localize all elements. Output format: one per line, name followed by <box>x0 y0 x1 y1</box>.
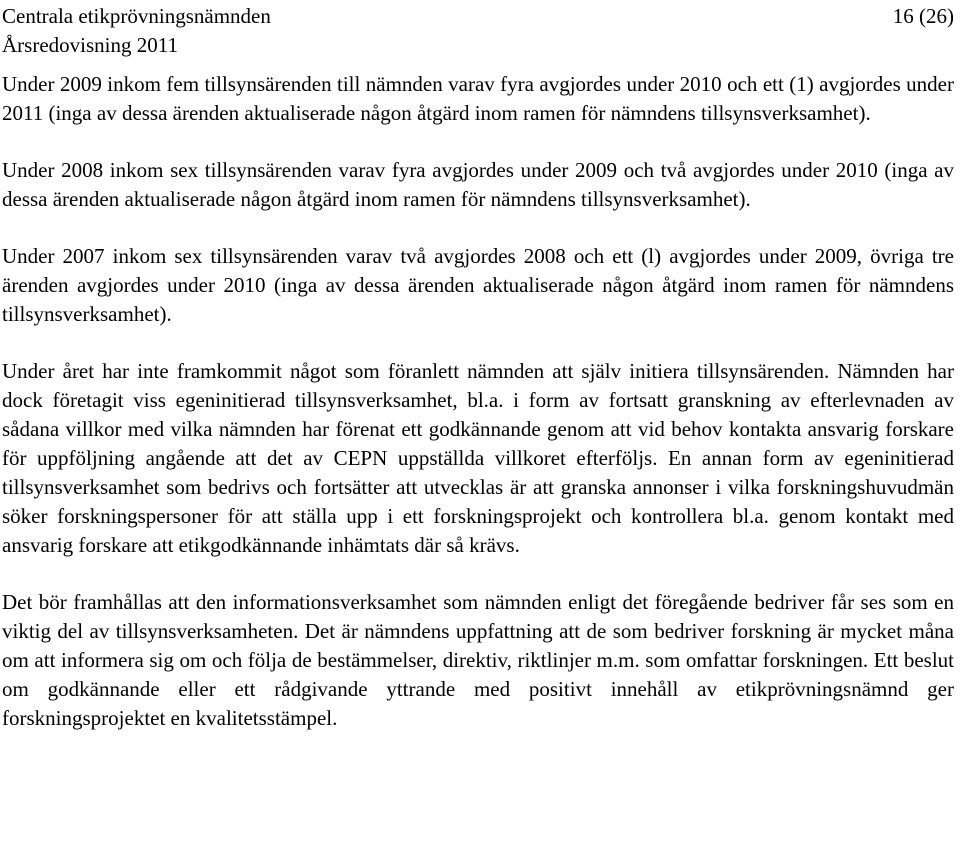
paragraph-2008-cases: Under 2008 inkom sex tillsynsärenden varav fyra avgjordes under 2009 och två avgjordes under 2010 (inga av dessa ärenden aktualiserade någon åtgärd inom ramen för nämndens tillsynsverksamhet). <box>2 158 954 211</box>
report-title: Årsredovisning 2011 <box>2 33 178 57</box>
organization-name: Centrala etikprövningsnämnden <box>2 4 271 28</box>
page-header <box>2 2 954 60</box>
header-top-row <box>2 2 954 31</box>
page-number: 16 (26) <box>892 4 954 28</box>
paragraph-2009-cases: Under 2009 inkom fem tillsynsärenden till nämnden varav fyra avgjordes under 2010 och ett (1) avgjordes under 2011 (inga av dessa ärenden aktualiserade någon åtgärd inom ramen för nämndens tillsynsverksamhet). <box>2 72 954 125</box>
paragraph-information-activity: Det bör framhållas att den informationsverksamhet som nämnden enligt det föregående bedriver får ses som en viktig del av tillsynsverksamheten. Det är nämndens uppfattning att de som bedriver forskning är mycket måna om att informera sig om och följa de bestämmelser, direktiv, riktlinjer m.m. som omfattar forskningen. Ett beslut om godkännande eller ett rådgivande yttrande med positivt innehåll av etikprövningsnämnd ger forskningsprojektet en kvalitetsstämpel. <box>2 590 954 730</box>
paragraph-2007-cases: Under 2007 inkom sex tillsynsärenden varav två avgjordes 2008 och ett (l) avgjordes under 2009, övriga tre ärenden avgjordes under 2010 (inga av dessa ärenden aktualiserade någon åtgärd inom ramen för nämndens tillsynsverksamhet). <box>2 244 954 326</box>
page-content <box>2 70 954 733</box>
paragraph-self-initiated-supervision: Under året har inte framkommit något som föranlett nämnden att själv initiera tillsynsärenden. Nämnden har dock företagit viss egeninitierad tillsynsverksamhet, bl.a. i form av fortsatt granskning av efterlevnaden av sådana villkor med vilka nämnden har förenat ett godkännande genom att vid behov kontakta ansvarig forskare för uppföljning angående att det av CEPN uppställda villkoret efterföljs. En annan form av egeninitierad tillsynsverksamhet som bedrivs och fortsätter att utvecklas är att granska annonser i vilka forskningshuvudmän söker forskningspersoner för att ställa upp i ett forskningsprojekt och kontrollera bl.a. genom kontakt med ansvarig forskare att etikgodkännande inhämtats där så krävs. <box>2 359 954 557</box>
